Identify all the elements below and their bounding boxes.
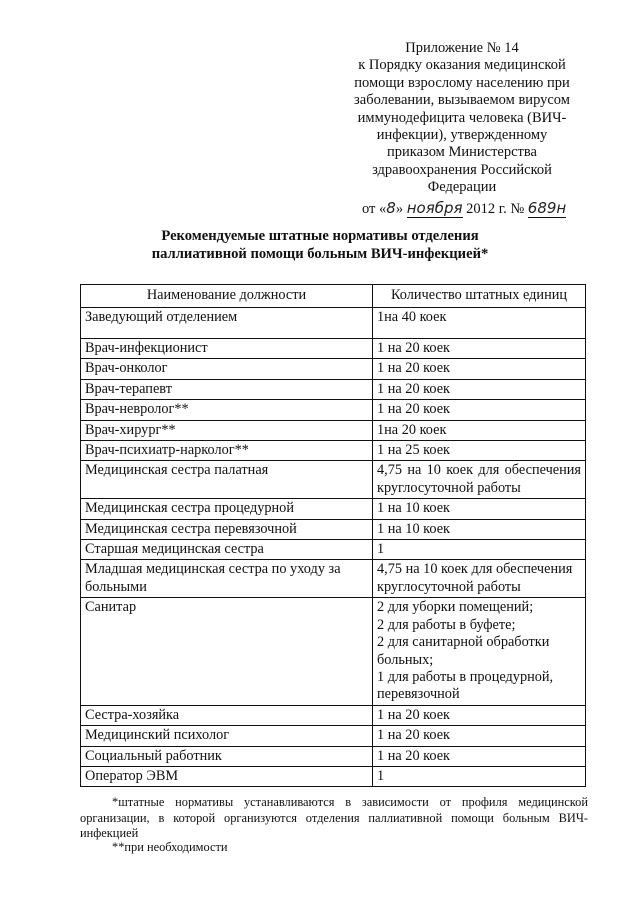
quantity-cell xyxy=(373,726,586,746)
position-cell: Социальный работник xyxy=(81,746,373,766)
table-row xyxy=(81,359,586,379)
quantity-line: 1 на 25 коек xyxy=(377,442,450,459)
table-row xyxy=(81,540,586,560)
appendix-line: помощи взрослому населению при xyxy=(354,74,570,91)
table-row xyxy=(81,766,586,786)
quantity-line: 1 xyxy=(377,541,385,558)
quantity-line: 1на 20 коек xyxy=(377,421,447,438)
handwritten-order-number: 689н xyxy=(527,199,567,217)
quantity-cell xyxy=(373,339,586,359)
order-date-line xyxy=(362,199,602,218)
quantity-line: 1 на 20 коек xyxy=(377,360,450,377)
title-line-2: паллиативной помощи больным ВИЧ-инфекцией* xyxy=(151,246,489,262)
appendix-line: Приложение № 14 xyxy=(405,40,519,56)
position-cell: Заведующий отделением xyxy=(81,308,373,339)
appendix-line: к Порядку оказания медицинской xyxy=(358,57,566,74)
quantity-line: 2 для работы в буфете; xyxy=(377,616,516,633)
table-row xyxy=(81,519,586,539)
position-cell: Врач-терапевт xyxy=(81,379,373,399)
quantity-line: 1 на 20 коек xyxy=(377,727,450,744)
quantity-line: 1 на 20 коек xyxy=(377,706,450,723)
position-cell: Врач-хирург** xyxy=(81,420,373,440)
footnote-1: *штатные нормативы устанавливаются в зависимости от профиля медицинской организации, в которой организуются отделения паллиативной помощи больным ВИЧ-инфекцией xyxy=(80,795,588,841)
position-cell: Врач-невролог** xyxy=(81,400,373,420)
table-row xyxy=(81,339,586,359)
date-year: 2012 г. № xyxy=(466,201,525,217)
table-row xyxy=(81,499,586,519)
position-cell: Сестра-хозяйка xyxy=(81,705,373,725)
position-cell: Врач-онколог xyxy=(81,359,373,379)
appendix-header xyxy=(330,40,594,197)
quantity-line: 1 на 10 коек xyxy=(377,520,450,537)
quantity-cell xyxy=(373,499,586,519)
appendix-line: Федерации xyxy=(427,179,497,196)
quantity-line: 4,75 на 10 коек для обеспечения круглосуточной работы xyxy=(377,462,581,496)
position-cell: Старшая медицинская сестра xyxy=(81,540,373,560)
table-row xyxy=(81,705,586,725)
table-row xyxy=(81,746,586,766)
quantity-cell xyxy=(373,519,586,539)
quantity-cell xyxy=(373,441,586,461)
quantity-cell xyxy=(373,746,586,766)
table-header-row xyxy=(81,285,586,308)
table-row xyxy=(81,379,586,399)
footnote-2: **при необходимости xyxy=(112,840,228,854)
quantity-cell xyxy=(373,400,586,420)
date-quote: » xyxy=(395,201,404,217)
quantity-cell xyxy=(373,308,586,339)
appendix-line: заболевании, вызываемом вирусом xyxy=(354,92,570,109)
quantity-line: 1 для работы в процедурной, перевязочной xyxy=(377,668,554,703)
position-cell: Оператор ЭВМ xyxy=(81,766,373,786)
quantity-line: 1 на 20 коек xyxy=(377,747,450,764)
quantity-line: 1 на 10 коек xyxy=(377,500,450,517)
column-header-quantity: Количество штатных единиц xyxy=(373,285,586,308)
table-row xyxy=(81,598,586,705)
quantity-line: 1на 40 коек xyxy=(377,309,447,325)
quantity-cell xyxy=(373,461,586,499)
position-cell: Медицинская сестра палатная xyxy=(81,461,373,499)
quantity-line: 1 на 20 коек xyxy=(377,401,450,418)
table-row xyxy=(81,420,586,440)
quantity-cell xyxy=(373,359,586,379)
quantity-line: 2 для уборки помещений; xyxy=(377,599,534,616)
quantity-cell xyxy=(373,420,586,440)
appendix-line: инфекции), утвержденному xyxy=(376,127,548,144)
position-cell: Медицинская сестра процедурной xyxy=(81,499,373,519)
handwritten-day: 8 xyxy=(386,199,396,217)
table-row xyxy=(81,308,586,339)
quantity-line: 1 xyxy=(377,767,385,784)
quantity-cell xyxy=(373,705,586,725)
table-row xyxy=(81,560,586,598)
table-row xyxy=(81,441,586,461)
position-cell: Младшая медицинская сестра по уходу за больными xyxy=(81,560,373,598)
quantity-line: 1 на 20 коек xyxy=(377,340,450,356)
position-cell: Врач-психиатр-нарколог** xyxy=(81,441,373,461)
quantity-cell xyxy=(373,379,586,399)
position-cell: Санитар xyxy=(81,598,373,705)
handwritten-month: ноября xyxy=(406,199,463,217)
appendix-line: иммунодефицита человека (ВИЧ- xyxy=(357,109,567,126)
title-line-1: Рекомендуемые штатные нормативы отделения xyxy=(161,228,479,244)
table-row xyxy=(81,726,586,746)
appendix-line: приказом Министерства xyxy=(387,144,537,161)
quantity-line: 1 на 20 коек xyxy=(377,380,450,397)
quantity-cell xyxy=(373,540,586,560)
document-title xyxy=(80,227,560,263)
appendix-line: здравоохранения Российской xyxy=(372,161,552,178)
quantity-line: 4,75 на 10 коек для обеспечения круглосуточной работы xyxy=(377,561,573,595)
position-cell: Медицинская сестра перевязочной xyxy=(81,519,373,539)
position-cell: Медицинский психолог xyxy=(81,726,373,746)
quantity-cell xyxy=(373,598,586,705)
date-prefix: от « xyxy=(362,201,387,217)
position-cell: Врач-инфекционист xyxy=(81,339,373,359)
quantity-cell xyxy=(373,560,586,598)
staffing-table xyxy=(80,284,586,787)
table-row xyxy=(81,400,586,420)
column-header-position: Наименование должности xyxy=(81,285,373,308)
quantity-line: 2 для санитарной обработки больных; xyxy=(377,634,550,668)
table-row xyxy=(81,461,586,499)
quantity-cell xyxy=(373,766,586,786)
table-body xyxy=(81,308,586,787)
